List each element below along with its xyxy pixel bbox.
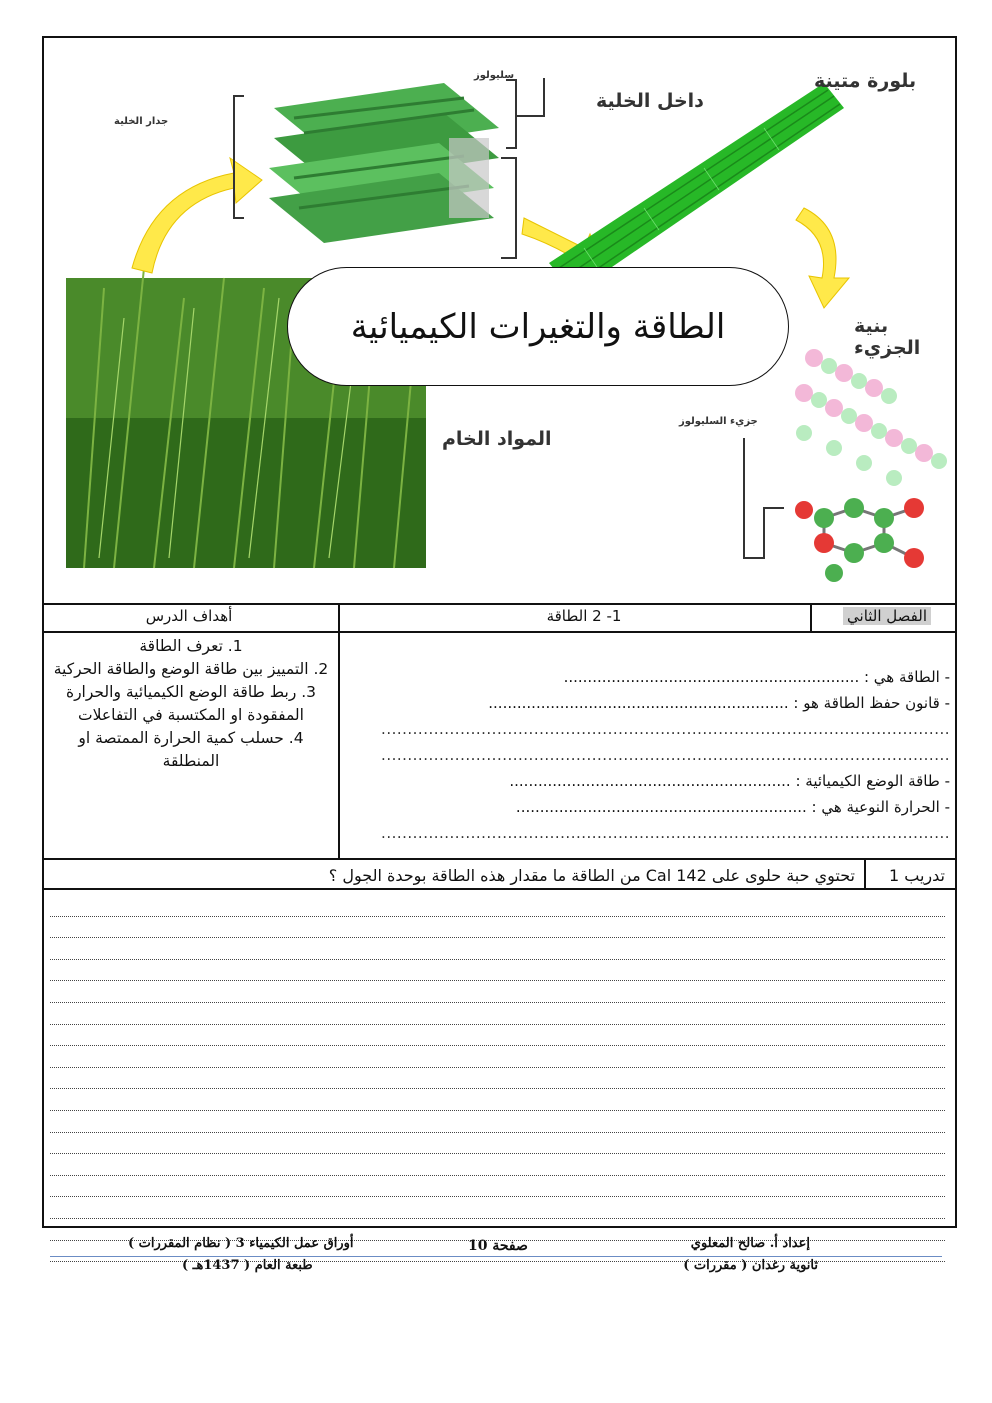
goal-item: 1. تعرف الطاقة — [139, 637, 243, 655]
definition-line[interactable]: - طاقة الوضع الكيميائية : ........................................................... — [509, 772, 950, 790]
answer-line[interactable] — [50, 1154, 945, 1176]
footer-rule — [50, 1256, 942, 1257]
page-footer — [50, 1236, 942, 1281]
answer-line[interactable] — [50, 1046, 945, 1068]
answer-line[interactable] — [50, 1089, 945, 1111]
unit-column-divider — [810, 603, 812, 631]
footer-school: ثانوية رغدان ( مقررات ) — [683, 1258, 818, 1273]
answer-line[interactable] — [50, 895, 945, 917]
exercise-label: تدريب 1 — [888, 866, 945, 885]
answer-line[interactable] — [50, 938, 945, 960]
table-top-border — [44, 603, 955, 605]
definitions-section — [344, 664, 950, 846]
glucose-ring — [795, 498, 924, 582]
cell-wall-label: جدار الخلية — [114, 116, 169, 127]
exercise-row-border — [44, 888, 955, 890]
answer-line[interactable] — [50, 981, 945, 1003]
definition-line[interactable]: ............................................................................................................ — [381, 746, 950, 764]
cellulose-molecule-label: جزيء السليولوز — [679, 416, 758, 427]
exercise-question: تحتوي حبة حلوى على 142 Cal من الطاقة ما مقدار هذه الطاقة بوحدة الجول ؟ — [328, 866, 855, 885]
goals-title: أهداف الدرس — [145, 607, 233, 625]
footer-page-number: صفحة 10 — [468, 1238, 528, 1254]
goal-item: 2. التمييز بين طاقة الوضع والطاقة الحركية — [53, 660, 329, 678]
answer-line[interactable] — [50, 1111, 945, 1133]
lesson-label: 1- 2 الطاقة — [546, 607, 622, 625]
molecule-structure-label: بنية الجزيء — [854, 315, 921, 359]
crystal-fibre — [549, 83, 844, 293]
cellulose-label: سليولوز — [474, 70, 515, 81]
definition-line[interactable]: ............................................................................................................ — [381, 824, 950, 842]
hero-illustration — [44, 38, 955, 603]
arrow-grass-to-cell — [132, 158, 262, 273]
page-title: الطاقة والتغيرات الكيميائية — [287, 267, 789, 386]
goals-column-divider — [338, 603, 340, 858]
answer-line[interactable] — [50, 960, 945, 982]
definition-line[interactable]: - الطاقة هي : .............................................................. — [563, 668, 950, 686]
worksheet-frame — [42, 36, 957, 1228]
definition-line[interactable]: ............................................................................................................ — [381, 720, 950, 738]
answer-line[interactable] — [50, 1068, 945, 1090]
answer-line[interactable] — [50, 1003, 945, 1025]
definition-line[interactable]: - الحرارة النوعية هي : ............................................................. — [515, 798, 950, 816]
exercise-label-divider — [864, 858, 866, 888]
answer-line[interactable] — [50, 1025, 945, 1047]
crystal-label: بلورة متينة — [814, 70, 917, 92]
goal-item: 4. حسلب كمية الحرارة الممتصة او المنطلقة — [78, 729, 304, 770]
answer-line[interactable] — [50, 1176, 945, 1198]
arrow-fibre-to-molecule — [796, 208, 849, 308]
answer-line[interactable] — [50, 917, 945, 939]
definition-line[interactable]: - قانون حفظ الطاقة هو : ............................................................... — [488, 694, 950, 712]
footer-book-title: أوراق عمل الكيمياء 3 ( نظام المقررات ) — [128, 1236, 354, 1251]
content-row-border — [44, 858, 955, 860]
footer-author: إعداد أ. صالح المعلوي — [690, 1236, 810, 1251]
unit-label: الفصل الثاني — [843, 607, 931, 625]
molecule-beads — [795, 349, 947, 486]
cell-wall-layers — [269, 83, 499, 243]
answer-area[interactable] — [50, 895, 945, 1262]
footer-edition: طبعة العام ( 1437هـ ) — [182, 1258, 313, 1273]
answer-line[interactable] — [50, 1197, 945, 1219]
goal-item: 3. ربط طاقة الوضع الكيميائية والحرارة المفقودة او المكتسبة في التفاعلات — [65, 683, 317, 724]
header-row-border — [44, 631, 955, 633]
answer-line[interactable] — [50, 1133, 945, 1155]
lesson-goals-list — [48, 635, 334, 773]
inside-cell-label: داخل الخلية — [596, 90, 704, 112]
raw-materials-label: المواد الخام — [442, 428, 552, 450]
